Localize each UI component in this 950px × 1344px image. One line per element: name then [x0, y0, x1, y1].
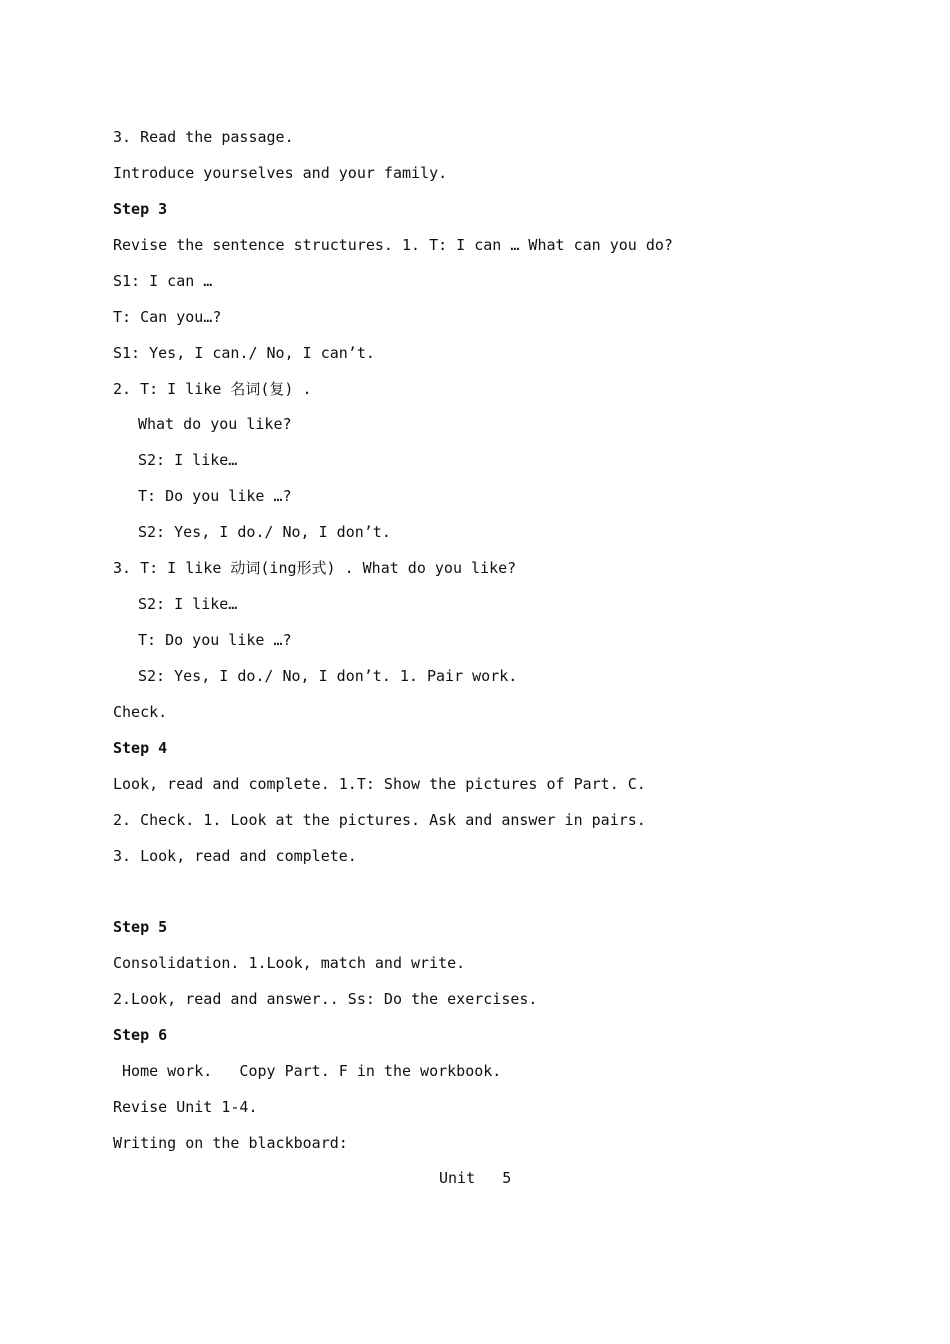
text-line-t-like-noun: 2. T: I like 名词(复) . — [113, 380, 312, 398]
step-6-heading: Step 6 — [113, 1026, 168, 1044]
text-line-s1-yes-can: S1: Yes, I can./ No, I can’t. — [113, 344, 375, 362]
text-line-t-can-you: T: Can you…? — [113, 308, 222, 326]
blackboard-unit-title: Unit 5 — [439, 1169, 512, 1187]
text-line-home-work: Home work. Copy Part. F in the workbook. — [113, 1062, 502, 1080]
text-line-revise-structures: Revise the sentence structures. 1. T: I can … What can you do? — [113, 236, 673, 254]
text-line-revise-unit: Revise Unit 1-4. — [113, 1098, 258, 1116]
text-line-s2-like-1: S2: I like… — [138, 451, 238, 469]
text-line-t-do-you-like-1: T: Do you like …? — [138, 487, 292, 505]
text-line-t-like-verb: 3. T: I like 动词(ing形式) . What do you like? — [113, 559, 517, 577]
text-line-read-passage: 3. Read the passage. — [113, 128, 294, 146]
text-line-check-look-pictures: 2. Check. 1. Look at the pictures. Ask and answer in pairs. — [113, 811, 646, 829]
text-line-writing-blackboard: Writing on the blackboard: — [113, 1134, 348, 1152]
text-line-consolidation: Consolidation. 1.Look, match and write. — [113, 954, 466, 972]
text-line-check: Check. — [113, 703, 168, 721]
text-line-introduce: Introduce yourselves and your family. — [113, 164, 448, 182]
text-line-what-do-you-like: What do you like? — [138, 415, 292, 433]
text-line-s1-can: S1: I can … — [113, 272, 213, 290]
text-line-look-read-complete-1: Look, read and complete. 1.T: Show the pictures of Part. C. — [113, 775, 646, 793]
text-line-s2-yes-do-2: S2: Yes, I do./ No, I don’t. 1. Pair work. — [138, 667, 518, 685]
text-line-look-read-complete-2: 3. Look, read and complete. — [113, 847, 357, 865]
text-line-t-do-you-like-2: T: Do you like …? — [138, 631, 292, 649]
step-5-heading: Step 5 — [113, 918, 168, 936]
text-line-s2-like-2: S2: I like… — [138, 595, 238, 613]
step-4-heading: Step 4 — [113, 739, 168, 757]
text-line-look-read-answer: 2.Look, read and answer.. Ss: Do the exercises. — [113, 990, 538, 1008]
text-line-s2-yes-do-1: S2: Yes, I do./ No, I don’t. — [138, 523, 391, 541]
step-3-heading: Step 3 — [113, 200, 168, 218]
